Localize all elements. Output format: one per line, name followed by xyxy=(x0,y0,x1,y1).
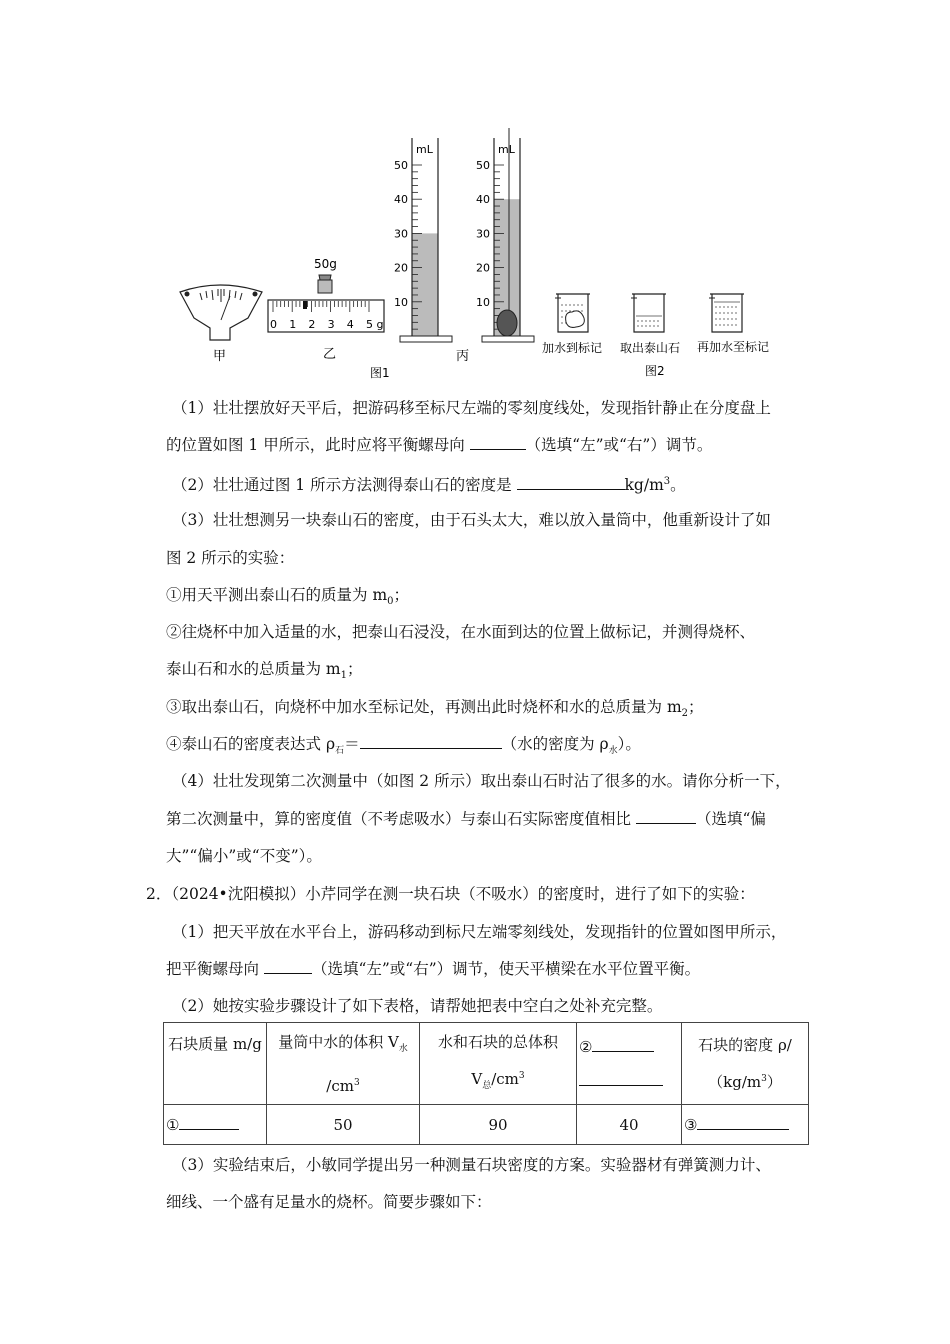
q2-part2: （2）她按实验步骤设计了如下表格，请帮她把表中空白之处补充完整。 xyxy=(172,997,663,1015)
q1-part2: （2）壮壮通过图 1 所示方法测得泰山石的密度是 $kg/m^3$。 xyxy=(172,476,686,495)
cylinder-tick-label: 20 xyxy=(476,261,490,275)
q1-part3-line-b: 图 2 所示的实验： xyxy=(166,549,295,567)
answer-blank-q2-direction[interactable] xyxy=(264,959,312,974)
q2-part3-line-b: 细线、一个盛有足量水的烧杯。简要步骤如下： xyxy=(166,1193,492,1211)
figure-2-caption: 图2 xyxy=(645,364,665,378)
beaker-add-water xyxy=(555,294,590,332)
weight-label: 50g xyxy=(314,257,337,271)
cylinder-tick-label: 30 xyxy=(476,227,490,241)
beaker-refill xyxy=(709,294,744,332)
cylinder-tick-label: 40 xyxy=(476,193,490,207)
q1-part1-line-b: 的位置如图 1 甲所示，此时应将平衡螺母向 （选填“左”或“右”）调节。 xyxy=(166,436,713,454)
q1-part1-line-a: （1）壮壮摆放好天平后，把游码移至标尺左端的零刻度线处，发现指针静止在分度盘上 xyxy=(172,399,771,417)
q1-step1: ①用天平测出泰山石的质量为 $m_0$； xyxy=(166,586,410,608)
table-row xyxy=(164,1105,809,1145)
cylinder-tick-label: 50 xyxy=(476,159,490,172)
q2-part3-line-a: （3）实验结束后，小敏同学提出另一种测量石块密度的方案。实验器材有弹簧测力计、 xyxy=(172,1156,771,1174)
ruler-tick-label: 2 xyxy=(308,318,316,331)
step-label-1: 加水到标记 xyxy=(542,341,603,355)
answer-blank-comparison[interactable] xyxy=(636,809,696,824)
cylinder-unit-label: mL xyxy=(416,143,433,156)
q1-part4-line-a: （4）壮壮发现第二次测量中（如图 2 所示）取出泰山石时沾了很多的水。请你分析一下， xyxy=(172,772,791,790)
answer-blank-density[interactable] xyxy=(517,475,625,490)
figure-jia-label: 甲 xyxy=(213,349,227,364)
header-stone-mass: 石块质量 m/g xyxy=(164,1023,267,1105)
cylinder-unit-label-2: mL xyxy=(498,143,515,156)
cylinder-tick-label: 10 xyxy=(476,295,490,309)
cylinder-tick-label: 10 xyxy=(394,295,408,309)
q2-part1-line-a: （1）把天平放在水平台上，游码移动到标尺左端零刻线处，发现指针的位置如图甲所示， xyxy=(172,923,787,941)
cell-water-volume: 50 xyxy=(267,1105,420,1145)
experiment-figure xyxy=(0,0,950,390)
balance-dial-illustration xyxy=(180,285,262,340)
answer-blank-header-2a[interactable] xyxy=(592,1037,654,1052)
ruler-tick-label: 3 xyxy=(327,318,335,331)
q1-part3-line-a: （3）壮壮想测另一块泰山石的密度，由于石头太大，难以放入量筒中，他重新设计了如 xyxy=(172,511,771,529)
figure-1-caption: 图1 xyxy=(370,366,390,380)
figure-bing-label: 丙 xyxy=(456,349,470,364)
header-blank-2: ② xyxy=(577,1023,682,1105)
ruler-tick-label: 1 xyxy=(289,318,297,331)
table-header-row xyxy=(164,1023,809,1105)
q1-step3: ③取出泰山石，向烧杯中加水至标记处，再测出此时烧杯和水的总质量为 $m_2$； xyxy=(166,698,704,720)
answer-blank-density-2[interactable] xyxy=(697,1115,789,1130)
q1-step2-line-b: 泰山石和水的总质量为 $m_1$； xyxy=(166,660,363,682)
cell-stone-volume: 40 xyxy=(577,1105,682,1145)
q2-part1-line-b: 把平衡螺母向 （选填“左”或“右”）调节，使天平横梁在水平位置平衡。 xyxy=(166,960,701,978)
header-stone-density: 石块的密度 ρ/ $(kg/m^3)$ xyxy=(682,1023,809,1105)
answer-blank-header-2b[interactable] xyxy=(579,1071,663,1086)
answer-blank-direction[interactable] xyxy=(470,435,526,450)
q1-step4: ④泰山石的密度表达式 $\rho_石=$ （水的密度为 $\rho_水$）。 xyxy=(166,735,641,757)
figure-1-and-2 xyxy=(0,0,950,390)
ruler-tick-label: 5 g xyxy=(366,318,384,331)
step-label-3: 再加水至标记 xyxy=(697,340,770,354)
beaker-remove-stone xyxy=(631,294,666,332)
ruler-tick-label: 4 xyxy=(346,318,354,331)
answer-blank-expression[interactable] xyxy=(360,734,502,749)
q2-header: 2．（2024•沈阳模拟）小芹同学在测一块石块（不吸水）的密度时，进行了如下的实验： xyxy=(146,885,755,903)
header-total-volume: 水和石块的总体积 $V_总/cm^3$ xyxy=(420,1023,577,1105)
figure-yi-label: 乙 xyxy=(323,347,337,362)
cylinder-tick-label: 40 xyxy=(394,193,408,207)
answer-blank-mass[interactable] xyxy=(179,1115,239,1130)
header-water-volume: 量筒中水的体积 $V_水$ $/cm^3$ xyxy=(267,1023,420,1105)
cell-mass-blank: ① xyxy=(164,1105,267,1145)
cell-density-blank: ③ xyxy=(682,1105,809,1145)
step-label-2: 取出泰山石 xyxy=(620,341,681,355)
cylinder-tick-label: 30 xyxy=(394,227,408,241)
q1-step2-line-a: ②往烧杯中加入适量的水，把泰山石浸没，在水面到达的位置上做标记，并测得烧杯、 xyxy=(166,623,756,641)
cylinder-tick-label: 20 xyxy=(394,261,408,275)
cylinder-tick-label: 50 xyxy=(394,159,408,172)
density-data-table xyxy=(163,1022,809,1145)
q1-part4-line-c: 大”“偏小”或“不变”）。 xyxy=(166,847,322,865)
cell-total-volume: 90 xyxy=(420,1105,577,1145)
q1-part4-line-b: 第二次测量中，算的密度值（不考虑吸水）与泰山石实际密度值相比 （选填“偏 xyxy=(166,810,766,828)
ruler-tick-label: 0 xyxy=(270,318,277,331)
